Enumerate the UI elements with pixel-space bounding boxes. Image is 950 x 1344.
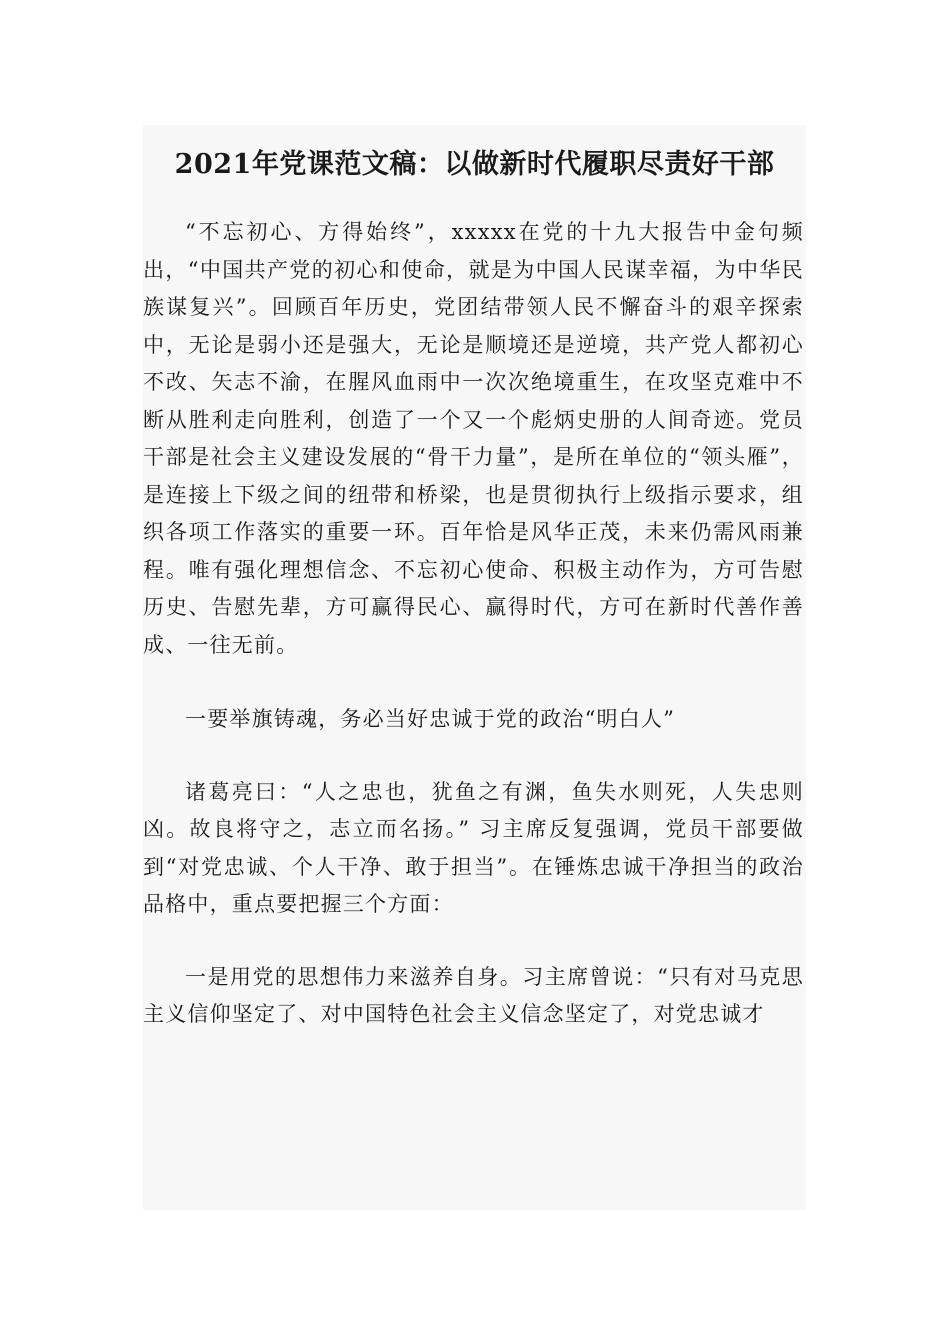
paragraph-intro: “不忘初心、方得始终”，xxxxx在党的十九大报告中金句频出，“中国共产党的初心和使命，就是为中国人民谋幸福，为中华民族谋复兴”。回顾百年历史，党团结带领人民不懈奋斗的艰辛探索中，无论是弱小还是强大，无论是顺境还是逆境，共产党人都初心不改、矢志不渝，在腥风血雨中一次次绝境重生，在攻坚克难中不断从胜利走向胜利，创造了一个又一个彪炳史册的人间奇迹。党员干部是社会主义建设发展的“骨干力量”，是所在单位的“领头雁”，是连接上下级之间的纽带和桥梁，也是贯彻执行上级指示要求，组织各项工作落实的重要一环。百年恰是风华正茂，未来仍需风雨兼程。唯有强化理想信念、不忘初心使命、积极主动作为，方可告慰历史、告慰先辈，方可赢得民心、赢得时代，方可在新时代善作善成、一往无前。 bbox=[143, 220, 804, 657]
paragraph-point-1: 一是用党的思想伟力来滋养自身。习主席曾说：“只有对马克思主义信仰坚定了、对中国特色社会主义信念坚定了，对党忠诚才 bbox=[143, 964, 804, 1026]
section-heading-1: 一要举旗铸魂，务必当好忠诚于党的政治“明白人” bbox=[185, 707, 676, 731]
document-page bbox=[143, 125, 806, 1210]
paragraph-quote: 诸葛亮曰：“人之忠也，犹鱼之有渊，鱼失水则死，人失忠则凶。故良将守之，志立而名扬。” 习主席反复强调，党员干部要做到“对党忠诚、个人干净、敢于担当”。在锤炼忠诚干净担当的政治品格中，重点要把握三个方面： bbox=[143, 779, 804, 916]
document-title: 2021年党课范文稿：以做新时代履职尽责好干部 bbox=[174, 149, 775, 180]
